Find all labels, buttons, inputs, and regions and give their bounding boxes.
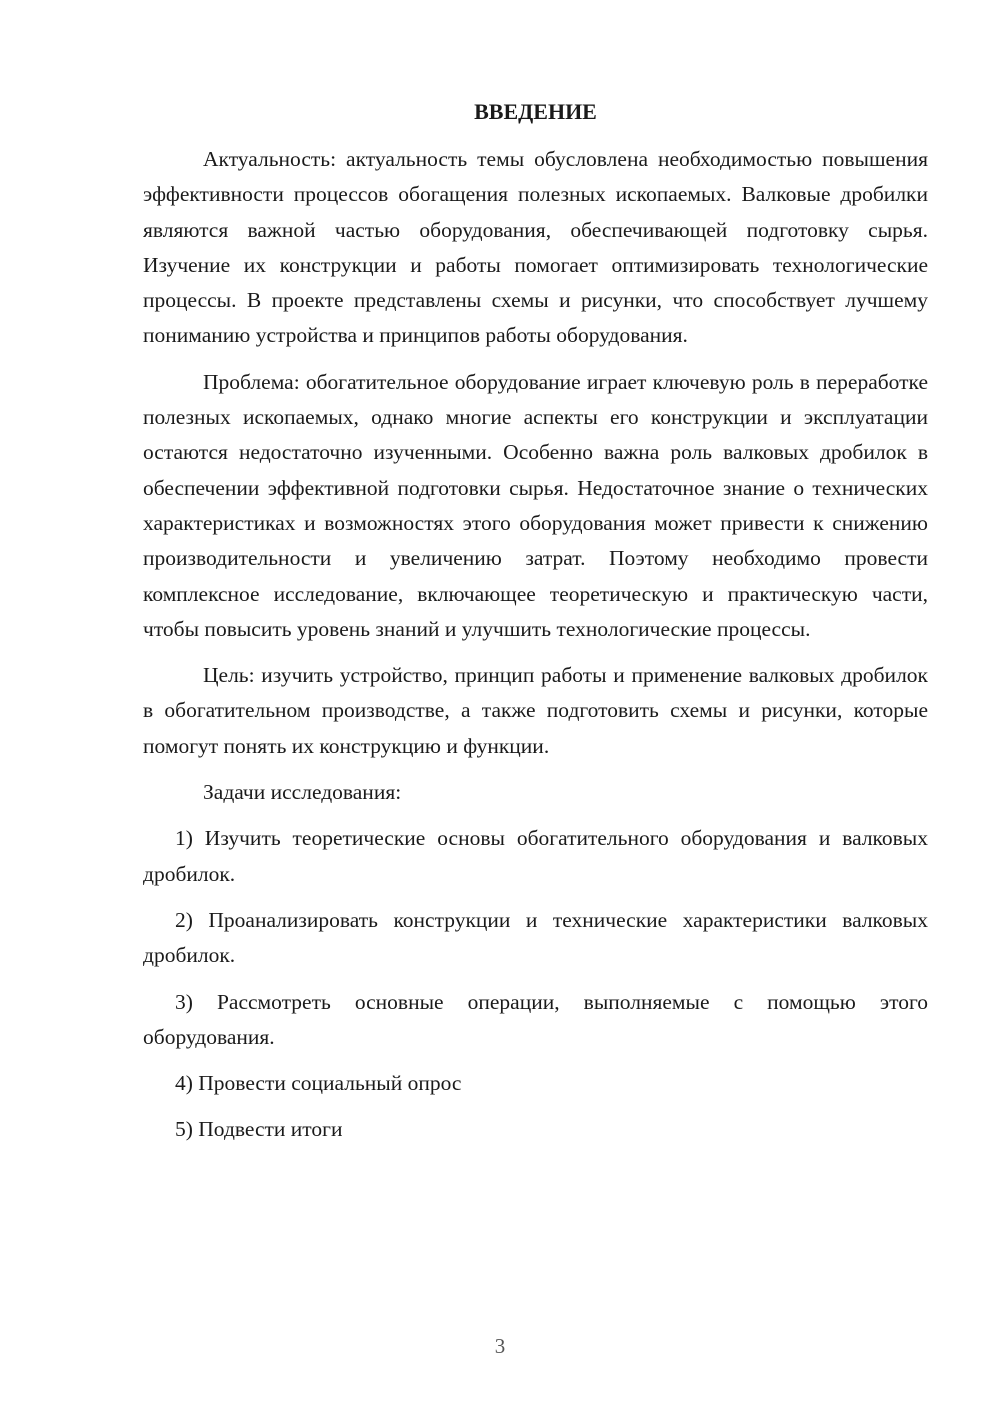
- paragraph-problem: Проблема: обогатительное оборудование играет ключевую роль в переработке полезных ископаемых, однако многие аспекты его конструкции и эксплуатации остаются недостаточно изученными. Особенно важна роль валковых дробилок в обеспечении эффективной подготовки сырья. Недостаточное знание о технических характеристиках и возможностях этого оборудования может привести к снижению производительности и увеличению затрат. Поэтому необходимо провести комплексное исследование, включающее теоретическую и практическую части, чтобы повысить уровень знаний и улучшить технологические процессы.: [143, 369, 928, 641]
- task-item-4: 4) Провести социальный опрос: [175, 1071, 462, 1096]
- tasks-heading: Задачи исследования:: [203, 780, 402, 805]
- task-item-3: 3) Рассмотреть основные операции, выполняемые с помощью этого оборудования.: [143, 989, 928, 1049]
- page-title: ВВЕДЕНИЕ: [474, 99, 597, 124]
- task-item-1: 1) Изучить теоретические основы обогатительного оборудования и валковых дробилок.: [143, 826, 928, 886]
- task-item-5: 5) Подвести итоги: [175, 1117, 343, 1142]
- body-text: [143, 142, 928, 1159]
- paragraph-relevance: Актуальность: актуальность темы обусловлена необходимостью повышения эффективности процессов обогащения полезных ископаемых. Валковые дробилки являются важной частью оборудования, обеспечивающей подготовку сырья. Изучение их конструкции и работы помогает оптимизировать технологические процессы. В проекте представлены схемы и рисунки, что способствует лучшему пониманию устройства и принципов работы оборудования.: [143, 147, 928, 348]
- paragraph-goal: Цель: изучить устройство, принцип работы и применение валковых дробилок в обогатительном производстве, а также подготовить схемы и рисунки, которые помогут понять их конструкцию и функции.: [143, 663, 928, 758]
- page-number: 3: [494, 1334, 506, 1358]
- task-item-2: 2) Проанализировать конструкции и технические характеристики валковых дробилок.: [143, 907, 928, 968]
